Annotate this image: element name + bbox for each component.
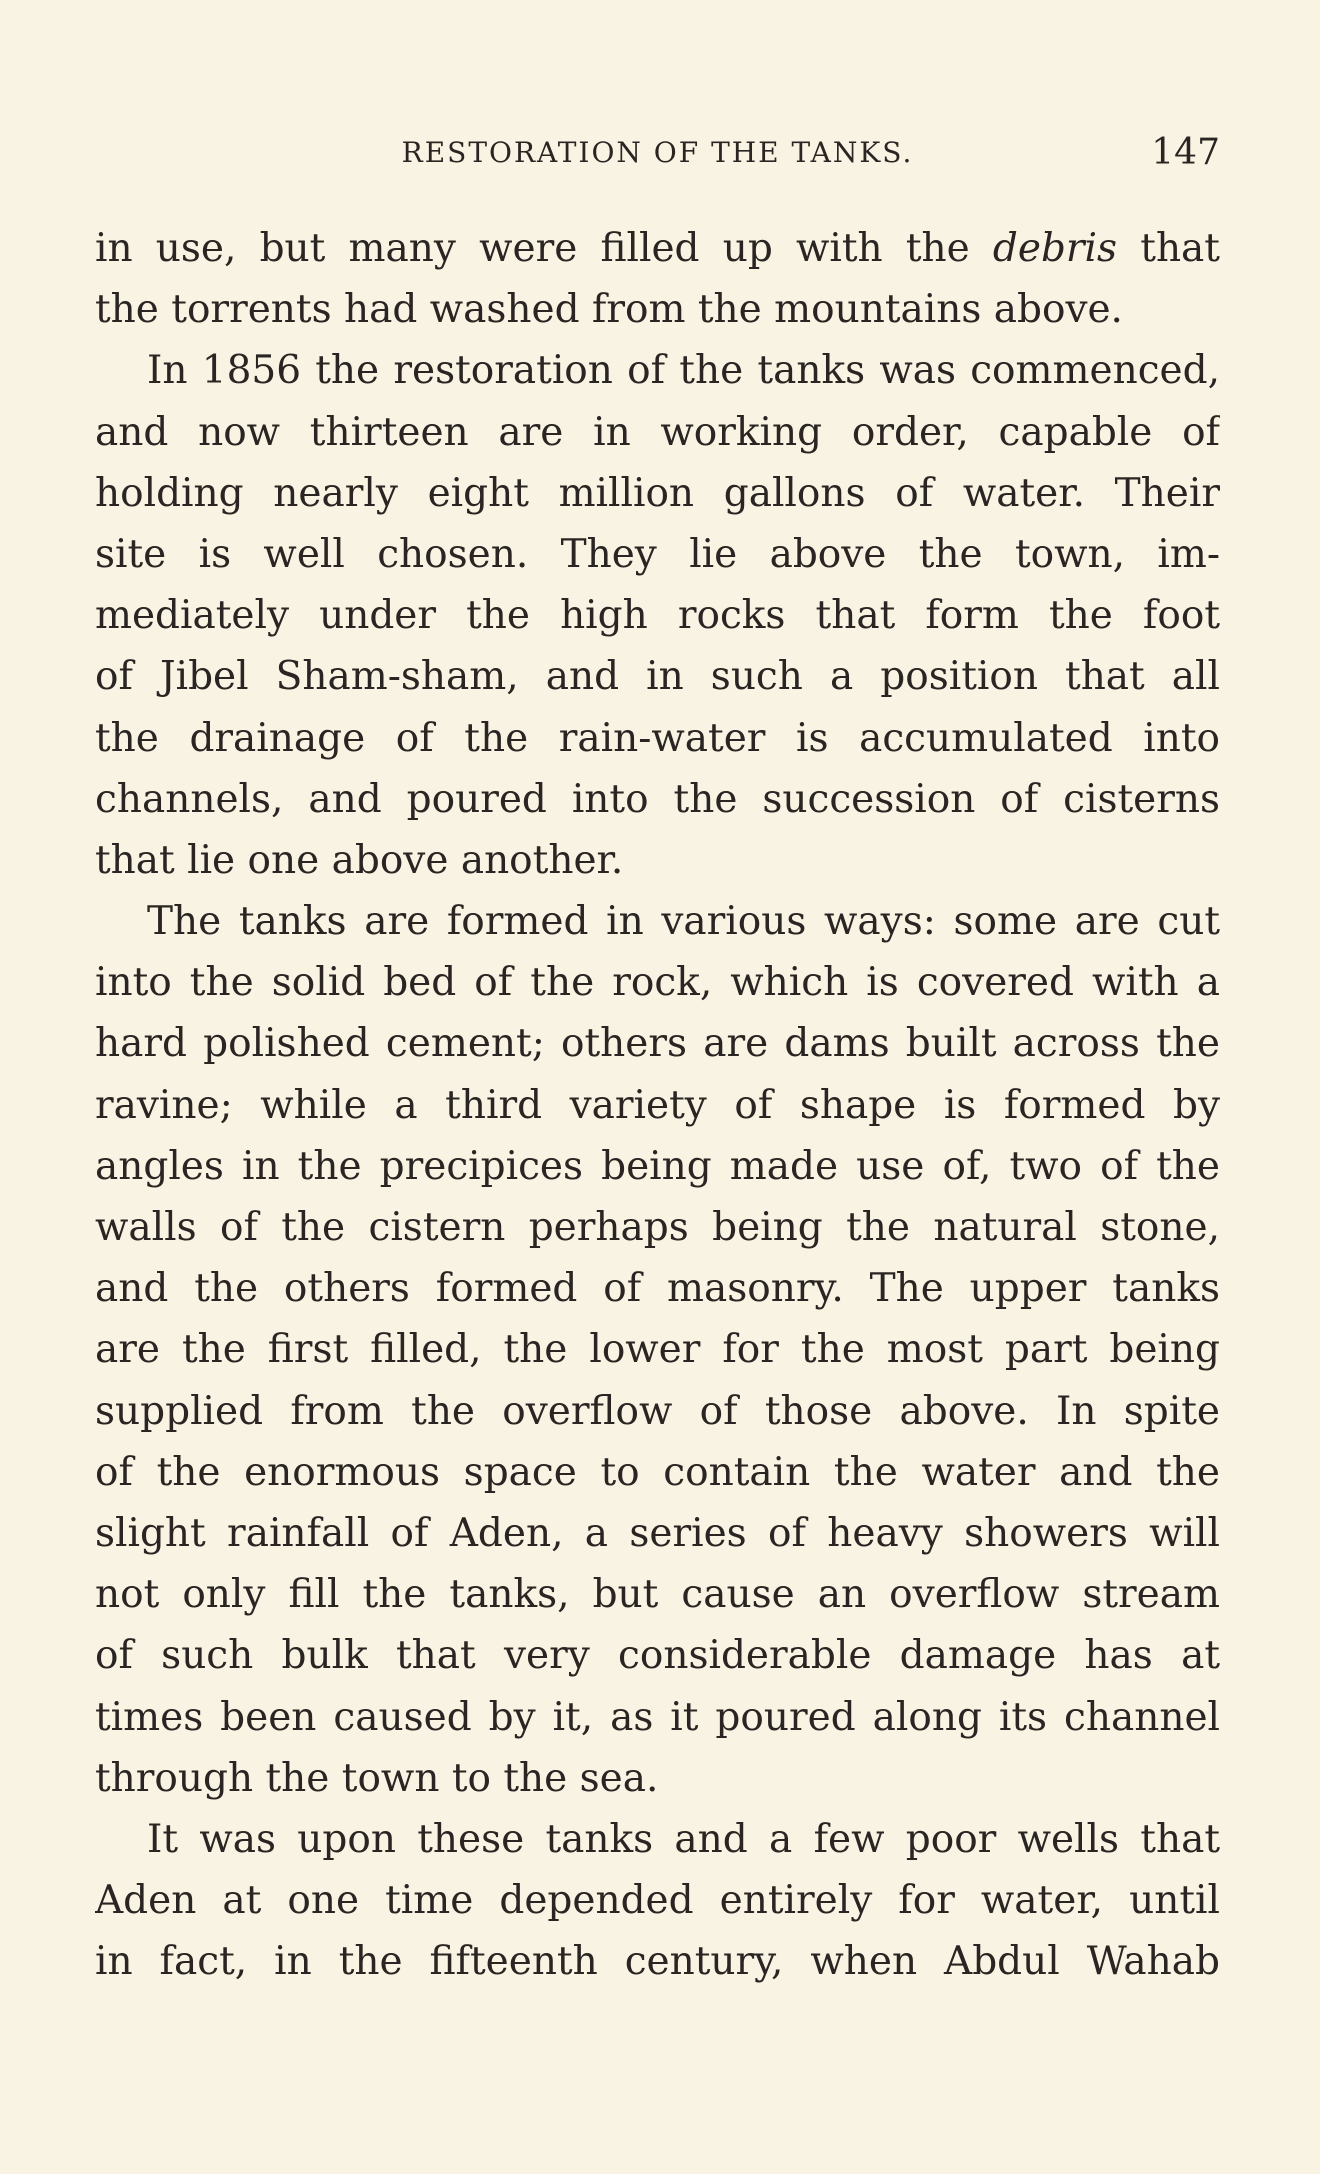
text-line: not only fill the tanks, but cause an overflow stream (95, 1572, 1220, 1618)
text-line: and the others formed of masonry. The upper tanks (95, 1266, 1220, 1312)
text-line: and now thirteen are in working order, capable of (95, 409, 1220, 455)
text-line: into the solid bed of the rock, which is covered with a (95, 960, 1220, 1006)
text-line: walls of the cistern perhaps being the natural stone, (95, 1205, 1220, 1250)
text-line: mediately under the high rocks that form the foot (95, 593, 1220, 639)
text-line: holding nearly eight million gallons of water. Their (95, 470, 1220, 516)
paragraph-start-line: In 1856 the restoration of the tanks was commenced, (147, 348, 1220, 394)
text-line: of the enormous space to contain the water and the (95, 1449, 1220, 1495)
text-line: in fact, in the fifteenth century, when Abdul Wahab (95, 1939, 1220, 1985)
text-line: that lie one above another. (95, 837, 624, 883)
text-line: of Jibel Sham-sham, and in such a position that all (95, 654, 1220, 700)
text-line: hard polished cement; others are dams built across the (95, 1021, 1220, 1067)
text-line: ravine; while a third variety of shape is formed by (95, 1082, 1220, 1128)
text-line: the drainage of the rain-water is accumulated into (95, 715, 1220, 761)
paragraph-start-line: It was upon these tanks and a few poor wells that (147, 1816, 1220, 1862)
running-title: RESTORATION OF THE TANKS. (401, 136, 914, 169)
text-line: are the first filled, the lower for the most part being (95, 1327, 1220, 1373)
text-line: of such bulk that very considerable damage has at (95, 1633, 1220, 1679)
text-line: the torrents had washed from the mountains above. (95, 287, 1123, 333)
text-line: channels, and poured into the succession of cisterns (95, 776, 1220, 822)
running-head (95, 128, 1220, 178)
text-line: in use, but many were filled up with the debris that (95, 226, 1220, 271)
text-line: slight rainfall of Aden, a series of heavy showers will (95, 1510, 1220, 1556)
text-line: site is well chosen. They lie above the town, im- (95, 531, 1220, 577)
text-line: times been caused by it, as it poured along its channel (95, 1694, 1220, 1740)
body-text (95, 218, 1220, 1992)
text-line: Aden at one time depended entirely for water, until (95, 1878, 1220, 1924)
italic-word: debris (992, 226, 1118, 271)
page-number: 147 (1151, 132, 1220, 173)
text-line: supplied from the overflow of those above. In spite (95, 1388, 1220, 1434)
text-line: through the town to the sea. (95, 1755, 659, 1801)
text-line: angles in the precipices being made use of, two of the (95, 1143, 1220, 1189)
paragraph-start-line: The tanks are formed in various ways: some are cut (147, 899, 1220, 945)
